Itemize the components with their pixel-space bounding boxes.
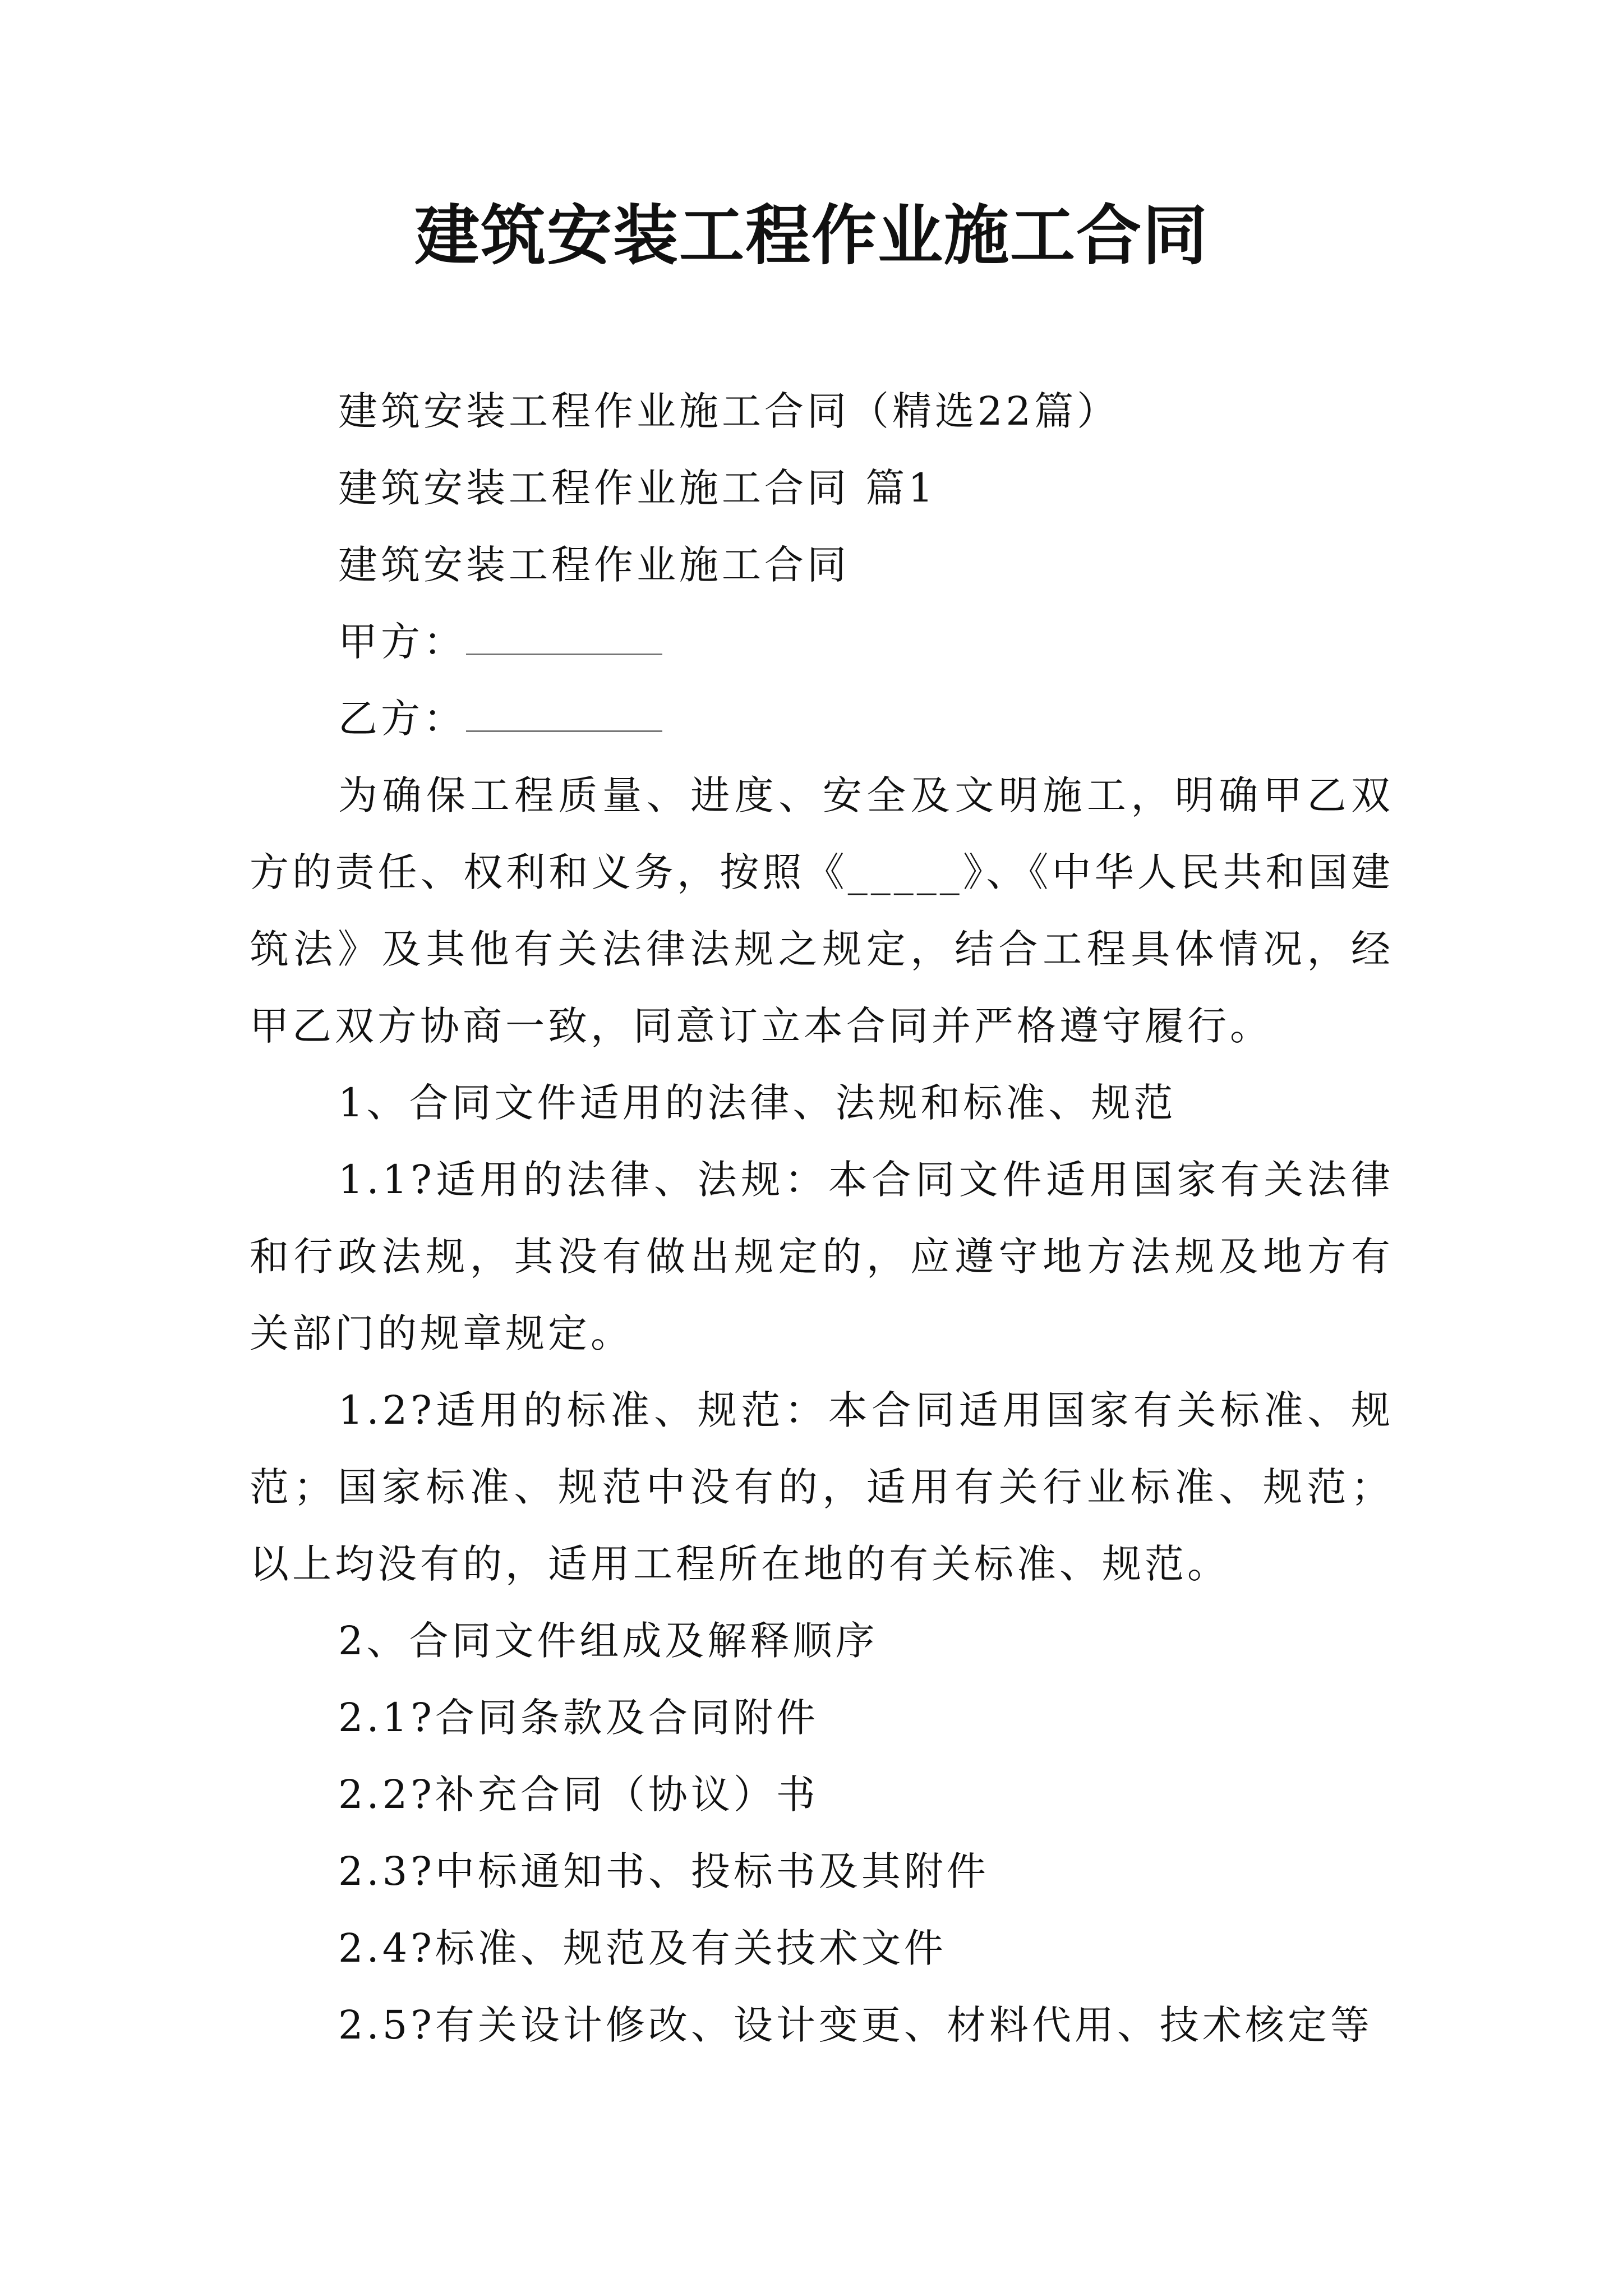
- clause-1-1: 1.1?适用的法律、法规：本合同文件适用国家有关法律和行政法规，其没有做出规定的，应遵守地方法规及地方有关部门的规章规定。: [250, 1157, 1394, 1356]
- party-a-line: [250, 604, 1394, 680]
- document-title: 建筑安装工程作业施工合同: [414, 197, 1209, 274]
- clause-2-3: 2.3?中标通知书、投标书及其附件: [338, 1848, 989, 1894]
- clause-1-heading: 1、合同文件适用的法律、法规和标准、规范: [338, 1080, 1177, 1126]
- document-subtitle: 建筑安装工程作业施工合同（精选22篇）: [338, 388, 1120, 434]
- party-b-label: 乙方：: [338, 696, 466, 742]
- paragraph-preamble: 为确保工程质量、进度、安全及文明施工，明确甲乙双方的责任、权利和义务，按照《_____》、《中华人民共和国建筑法》及其他有关法律法规之规定，结合工程具体情况，经甲乙双方协商一致，同意订立本合同并严格遵守履行。: [250, 772, 1394, 1049]
- party-a-label: 甲方：: [338, 619, 466, 665]
- clause-2-5: 2.5?有关设计修改、设计变更、材料代用、技术核定等: [338, 2002, 1373, 2048]
- party-a-blank: [466, 621, 662, 655]
- clause-2-2: 2.2?补充合同（协议）书: [338, 1772, 819, 1818]
- clause-2-4: 2.4?标准、规范及有关技术文件: [338, 1925, 947, 1971]
- party-b-line: [250, 680, 1394, 757]
- clause-2-1: 2.1?合同条款及合同附件: [338, 1695, 819, 1741]
- section-heading: 建筑安装工程作业施工合同 篇1: [338, 465, 937, 511]
- clause-2-heading: 2、合同文件组成及解释顺序: [338, 1618, 878, 1664]
- contract-name: 建筑安装工程作业施工合同: [338, 542, 850, 588]
- clause-1-2: 1.2?适用的标准、规范：本合同适用国家有关标准、规范；国家标准、规范中没有的，适用有关行业标准、规范；以上均没有的，适用工程所在地的有关标准、规范。: [250, 1387, 1394, 1587]
- party-b-blank: [466, 698, 662, 732]
- document-body: [250, 373, 1394, 2064]
